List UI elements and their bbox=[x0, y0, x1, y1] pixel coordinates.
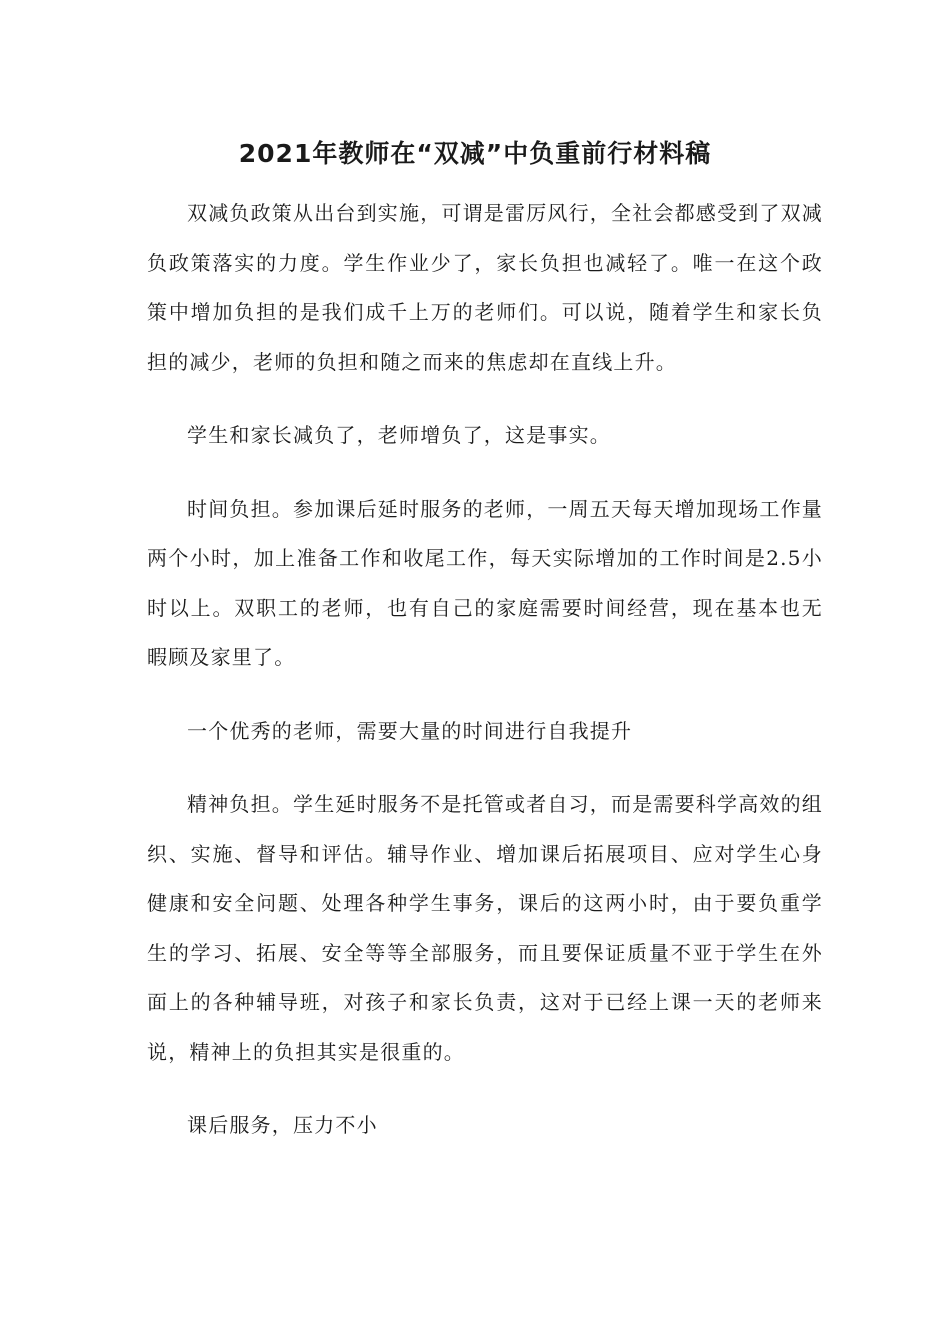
paragraph-fact: 学生和家长减负了，老师增负了，这是事实。 bbox=[187, 423, 611, 447]
paragraph-gap bbox=[147, 387, 823, 411]
document-body bbox=[147, 189, 823, 1151]
paragraph-gap bbox=[147, 683, 823, 707]
paragraph-gap bbox=[147, 1077, 823, 1101]
document-title: 2021年教师在“双减”中负重前行材料稿 bbox=[238, 139, 712, 168]
paragraph-after-school-pressure: 课后服务，压力不小 bbox=[187, 1113, 378, 1137]
paragraph-gap bbox=[147, 756, 823, 780]
paragraph-self-improvement: 一个优秀的老师，需要大量的时间进行自我提升 bbox=[187, 718, 633, 743]
paragraph-intro: 双减负政策从出台到实施，可谓是雷厉风行，全社会都感受到了双减负政策落实的力度。学生作业少了，家长负担也减轻了。唯一在这个政策中增加负担的是我们成千上万的老师们。可以说，随着学生和家长负担的减少，老师的负担和随之而来的焦虑却在直线上升。 bbox=[147, 201, 823, 374]
paragraph-time-burden: 时间负担。参加课后延时服务的老师，一周五天每天增加现场工作量两个小时，加上准备工作和收尾工作，每天实际增加的工作时间是2.5小时以上。双职工的老师，也有自己的家庭需要时间经营，现在基本也无暇顾及家里了。 bbox=[147, 496, 823, 669]
paragraph-mental-burden: 精神负担。学生延时服务不是托管或者自习，而是需要科学高效的组织、实施、督导和评估。辅导作业、增加课后拓展项目、应对学生心身健康和安全问题、处理各种学生事务，课后的这两小时，由于要负重学生的学习、拓展、安全等等全部服务，而且要保证质量不亚于学生在外面上的各种辅导班，对孩子和家长负责，这对于已经上课一天的老师来说，精神上的负担其实是很重的。 bbox=[147, 792, 823, 1064]
paragraph-gap bbox=[147, 461, 823, 485]
